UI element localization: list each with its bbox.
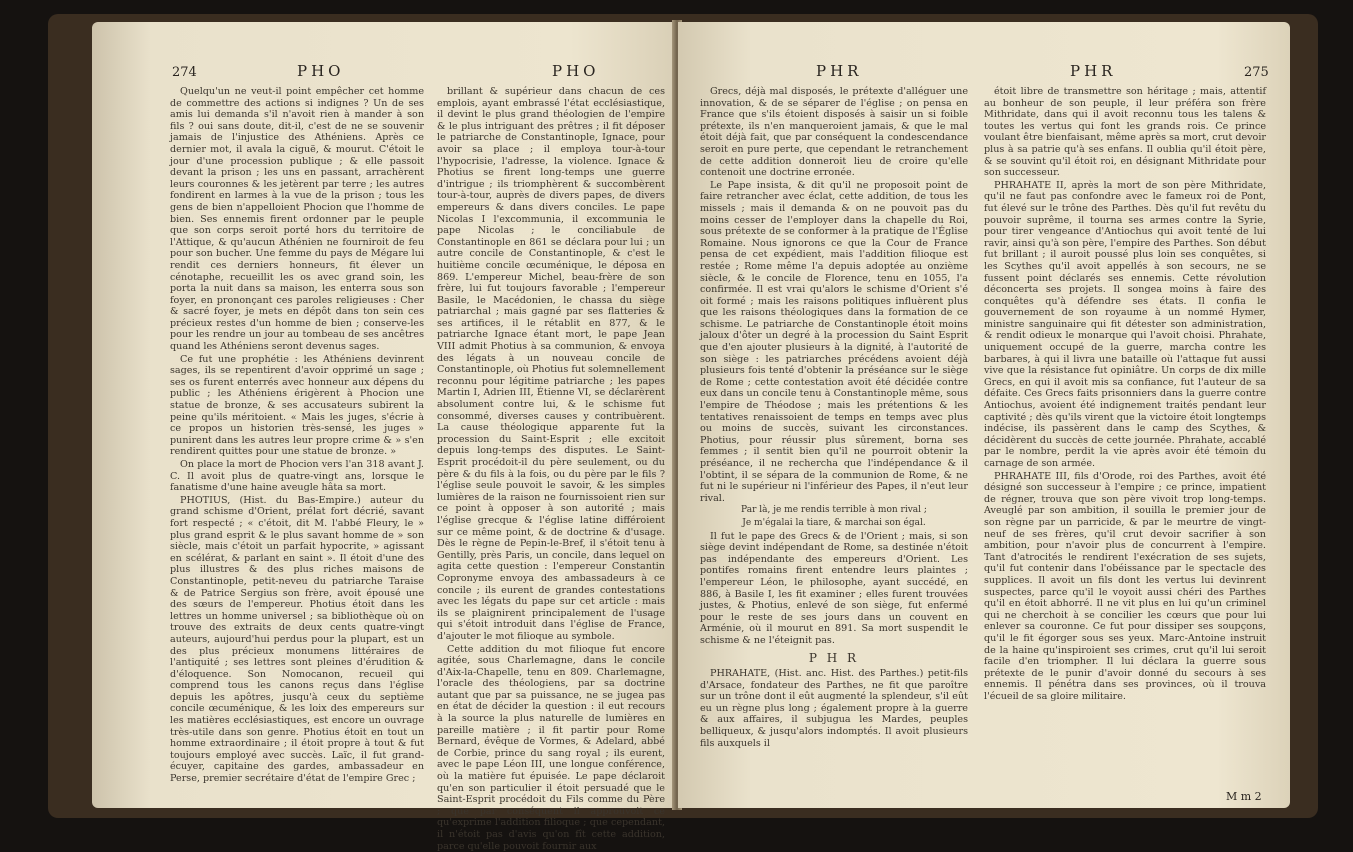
verse-line: Par là, je me rendis terrible à mon rival ;	[700, 505, 968, 517]
verse-line: Je m'égalai la tiare, & marchai son égal.	[700, 518, 968, 530]
paragraph: PHRAHATE, (Hist. anc. Hist. des Parthes.) petit-fils d'Arsace, fondateur des Parthes, ne fit que paroître sur un trône dont il eût augmenté la splendeur, s'il eût eu un règne plus long ; également propre à la guerre & aux affaires, il subjugua les Mardes, peuples belliqueux, & jusqu'alors indomptés. Il avoit plusieurs fils auxquels il	[700, 668, 968, 749]
left-page	[92, 22, 676, 808]
left-column-1	[170, 86, 424, 794]
paragraph: Cette addition du mot filioque fut encore agitée, sous Charlemagne, dans le concile d'Aix-la-Chapelle, tenu en 809. Charlemagne, l'oracle des théologiens, par sa doctrine autant que par sa puissance, ne se jugea pas en état de décider la question : il eut recours à la source la plus naturelle de lumières en pareille matière ; il fit partir pour Rome Bernard, évêque de Vormes, & Adelard, abbé de Corbie, prince du sang royal ; ils eurent, avec le pape Léon III, une longue conférence, où la matière fut épuisée. Le pape déclaroit qu'en son particulier il étoit persuadé que le Saint-Esprit procédoit du Fils comme du Père ; que par conséquent il approuvoit ce qu'exprime l'addition filioque ; que cependant, il n'étoit pas d'avis qu'on fît cette addition, parce qu'elle pouvoit fournir aux	[437, 644, 665, 852]
paragraph: PHRAHATE II, après la mort de son père Mithridate, qu'il ne faut pas confondre avec le fameux roi de Pont, fut élevé sur le trône des Parthes. Dès qu'il fut revêtu du pouvoir suprême, il tourna ses armes contre la Syrie, pour tirer vengeance d'Antiochus qui avoit tenté de lui ravir, ainsi qu'à son père, l'empire des Parthes. Son début fut brillant ; il auroit poussé plus loin ses conquêtes, si les Scythes qu'il avoit appellés à son secours, ne se fussent point déclarés ses ennemis. Cette révolution déconcerta ses projets. Il songea moins à faire des conquêtes qu'à défendre ses états. Il confia le gouvernement de son royaume à un nommé Hymer, ministre sanguinaire qui fit détester son administration, & rendit odieux le monarque qui l'avoit choisi. Phrahate, uniquement occupé de la guerre, marcha contre les barbares, à qui il livra une bataille où l'attaque fut aussi vive que la résistance fut opiniâtre. Un corps de dix mille Grecs, en qui il avoit mis sa confiance, fut l'auteur de sa défaite. Ces Grecs faits prisonniers dans la guerre contre Antiochus, avoient été indignement traités pendant leur captivité ; dès qu'ils virent que la victoire étoit longtemps indécise, ils passèrent dans le camp des Scythes, & décidèrent du succès de cette journée. Phrahate, accablé par le nombre, perdit la vie après avoir été témoin du carnage de son armée.	[984, 180, 1266, 470]
paragraph: Grecs, déjà mal disposés, le prétexte d'alléguer une innovation, & de se séparer de l'église ; on pensa en France que s'ils étoient disposés à saisir un si foible prétexte, ils n'en manqueroient jamais, & que le mal étoit déjà fait, que par conséquent la condescendance seroit en pure perte, que cependant le retranchement de cette addition donneroit lieu de croire qu'elle contenoit une doctrine erronée.	[700, 86, 968, 179]
right-running-head-2: PHR	[1070, 62, 1116, 80]
paragraph: On place la mort de Phocion vers l'an 318 avant J. C. Il avoit plus de quatre-vingt ans, lorsque le fanatisme d'une haine aveugle hâta sa mort.	[170, 459, 424, 494]
left-running-head-1: PHO	[297, 62, 344, 80]
right-column-1	[700, 86, 968, 794]
section-heading: P H R	[700, 653, 968, 665]
paragraph: Quelqu'un ne veut-il point empêcher cet homme de commettre des actions si indignes ? Un de ses amis lui demanda s'il n'avoit rien à mander à son fils ? oui sans doute, dit-il, c'est de ne se souvenir jamais de l'injustice des Athéniens. Après ce dernier mot, il avala la ciguë, & mourut. C'étoit le jour d'une procession publique ; & elle passoit devant la prison ; les uns en passant, arrachèrent leurs couronnes & les jetèrent par terre ; les autres fondirent en larmes à la vue de la prison ; tous les gens de bien n'appelloient Phocion que l'homme de bien. Ses ennemis firent ordonner par le peuple que son corps seroit porté hors du territoire de l'Attique, & qu'aucun Athénien ne fourniroit de feu pour son bucher. Une femme du pays de Mégare lui rendit ces derniers honneurs, fit élever un cénotaphe, recueillit les os avec grand soin, les porta la nuit dans sa maison, les enterra sous son foyer, en prononçant ces paroles religieuses : Cher & sacré foyer, je mets en dépôt dans ton sein ces précieux restes d'un homme de bien ; conserve-les pour les rendre un jour au tombeau de ses ancêtres quand les Athéniens seront devenus sages.	[170, 86, 424, 353]
left-column-2	[437, 86, 665, 794]
paragraph: Il fut le pape des Grecs & de l'Orient ; mais, si son siège devint indépendant de Rome, sa destinée n'étoit pas indépendante des empereurs d'Orient. Les pontifes romains firent entendre leurs plaintes ; l'empereur Léon, le philosophe, ayant succédé, en 886, à Basile I, les fit examiner ; elles furent trouvées justes, & Photius, enlevé de son siège, fut enfermé pour le reste de ses jours dans un couvent en Arménie, où il mourut en 891. Sa mort suspendit le schisme & ne l'éteignit pas.	[700, 531, 968, 647]
signature-mark: M m 2	[1226, 790, 1262, 803]
paragraph: PHOTIUS, (Hist. du Bas-Empire.) auteur du grand schisme d'Orient, prélat fort décrié, savant fort respecté ; « c'étoit, dit M. l'abbé Fleury, le » plus grand esprit & le plus savant homme de » son siècle, mais c'étoit un parfait hypocrite, » agissant en scélérat, & parlant en saint ». Il étoit d'une des plus illustres & des plus riches maisons de Constantinople, petit-neveu du patriarche Taraise & de Patrice Sergius son frère, avoit épousé une des sœurs de l'empereur. Photius étoit dans les lettres un homme universel ; sa bibliothèque où on trouve des extraits de deux cents quatre-vingt auteurs, aujourd'hui perdus pour la plupart, est un des plus précieux monumens littéraires de l'antiquité ; ses lettres sont pleines d'érudition & d'éloquence. Son Nomocanon, recueil qui comprend tous les canons reçus dans l'église depuis les apôtres, jusqu'à ceux du septième concile œcuménique, & les loix des empereurs sur les matières ecclésiastiques, est encore un ouvrage très-utile dans son genre. Photius étoit en tout un homme extraordinaire ; il étoit propre à tout & fut toujours employé avec succès. Laïc, il fut grand-écuyer, capitaine des gardes, ambassadeur en Perse, premier secrétaire d'état de l'empire Grec ;	[170, 495, 424, 785]
paragraph: étoit libre de transmettre son héritage ; mais, attentif au bonheur de son peuple, il leur préféra son frère Mithridate, dans qui il avoit reconnu tous les talens & toutes les vertus qui font les grands rois. Ce prince voulant être bienfaisant, même après sa mort, crut devoir plus à sa patrie qu'à ses enfans. Il oublia qu'il étoit père, & se souvint qu'il étoit roi, en désignant Mithridate pour son successeur.	[984, 86, 1266, 179]
right-page-number: 275	[1244, 62, 1269, 80]
paragraph: Le Pape insista, & dit qu'il ne proposoit point de faire retrancher avec éclat, cette addition, de tous les missels ; mais il demanda & on ne pouvoit pas du moins cesser de l'employer dans la chapelle du Roi, sous prétexte de se conformer à la pratique de l'Église Romaine. Nous ignorons ce que la Cour de France pensa de cet expédient, mais l'addition filioque est restée ; Rome même l'a depuis adoptée au onzième siècle, & le concile de Florence, tenu en 1055, l'a confirmée. Il est vrai qu'alors le schisme d'Orient s'é oit formé ; mais les raisons politiques influèrent plus que les raisons théologiques dans la formation de ce schisme. Le patriarche de Constantinople étoit moins jaloux d'ôter un degré à la procession du Saint Esprit que d'en ajouter plusieurs à la dignité, à l'autorité de son siège : les patriarches précédens avoient déjà plusieurs fois tenté d'obtenir la préséance sur le siège de Rome ; cette contestation avoit été décidée contre eux dans un concile tenu à Constantinople même, sous l'empire de Théodose ; mais les prétentions & les tentatives renaissoient de temps en temps avec plus ou moins de succès, suivant les circonstances. Photius, pour réussir plus sûrement, borna ses femmes ; il sentit bien qu'il ne pourroit obtenir la préséance, il ne rechercha que l'indépendance & il l'obtint, il se sépara de la communion de Rome, & ne fut ni le supérieur ni l'inférieur des Papes, il n'eut leur rival.	[700, 180, 968, 505]
right-running-head-1: PHR	[816, 62, 862, 80]
paragraph: brillant & supérieur dans chacun de ces emplois, ayant embrassé l'état ecclésiastique, il devint le plus grand théologien de l'empire & le plus intriguant des prêtres ; il fit déposer le patriarche de Constantinople, Ignace, pour avoir sa place ; il employa tour-à-tour l'hypocrisie, l'adresse, la violence. Ignace & Photius se firent long-temps une guerre d'intrigue ; ils triomphèrent & succombèrent tour-à-tour, auprès de divers papes, de divers empereurs & dans divers conciles. Le pape Nicolas I l'excommunia, il excommunia le pape Nicolas ; le conciliabule de Constantinople en 861 se déclara pour lui ; un autre concile de Constantinople, & c'est le huitième concile œcuménique, le déposa en 869. L'empereur Michel, beau-frère de son frère, lui fut toujours favorable ; l'empereur Basile, le Macédonien, le chassa du siège patriarchal ; mais gagné par ses flatteries & ses artifices, il le rétablit en 877, & le patriarche Ignace étant mort, le pape Jean VIII admit Photius à sa communion, & envoya des légats à un nouveau concile de Constantinople, où Photius fut solemnellement reconnu pour légitime patriarche ; les papes Martin I, Adrien III, Étienne VI, se déclarèrent absolument contre lui, & le schisme fut consommé, diverses causes y contribuèrent. La cause théologique apparente fut la procession du Saint-Esprit ; elle excitoit depuis long-temps des disputes. Le Saint-Esprit procédoit-il du père seulement, ou du père & du fils à la fois, ou du père par le fils ? l'église seule pouvoit le savoir, & les simples lumières de la raison ne fournissoient rien sur ce point à opposer à son autorité ; mais l'église grecque & l'église latine différoient sur ce même point, & de doctrine & d'usage. Dès le règne de Pepin-le-Bref, il s'étoit tenu à Gentilly, près Paris, un concile, dans lequel on agita cette question : l'empereur Constantin Copronyme envoya des ambassadeurs à ce concile ; ils eurent de grandes contestations avec les légats du pape sur cet article : mais ils se plaignirent principalement de l'usage qui s'étoit introduit dans l'église de France, d'ajouter le mot filioque au symbole.	[437, 86, 665, 643]
left-page-number: 274	[172, 62, 197, 80]
right-page	[678, 22, 1290, 808]
right-column-2	[984, 86, 1266, 794]
left-running-head-2: PHO	[552, 62, 599, 80]
paragraph: PHRAHATE III, fils d'Orode, roi des Parthes, avoit été désigné son successeur à l'empire ; ce prince, impatient de régner, trouva que son père vivoit trop long-temps. Aveuglé par son ambition, il souilla le premier jour de son règne par un parricide, & par le meurtre de vingt-neuf de ses frères, qu'il crut devoir sacrifier à son ambition, pour n'avoir plus de concurrent à l'empire. Tant d'atrocités le rendirent l'exécration de ses sujets, qu'il fut contenir dans l'obéissance par le spectacle des supplices. Il avoit un fils dont les vertus lui devinrent suspectes, parce qu'il le voyoit aussi chéri des Parthes qu'il en étoit abhorré. Il ne vit plus en lui qu'un criminel qui ne cherchoit à se concilier les cœurs que pour lui enlever sa couronne. Ce fut pour dissiper ses soupçons, qu'il le fit égorger sous ses yeux. Marc-Antoine instruit de la haine qu'inspiroient ses crimes, crut qu'il lui seroit facile d'en triompher. Il lui déclara la guerre sous prétexte de le punir d'avoir donné du secours à ses ennemis. Il pénétra dans ses provinces, où il trouva l'écueil de sa gloire militaire.	[984, 471, 1266, 703]
paragraph: Ce fut une prophétie : les Athéniens devinrent sages, ils se repentirent d'avoir opprimé un sage ; ses os furent enterrés avec honneur aux dépens du public ; les Athéniens érigèrent à Phocion une statue de bronze, & ses accusateurs subirent la peine qu'ils méritoient. « Mais les juges, s'écrie à ce propos un historien très-sensé, les juges » punirent dans les autres leur propre crime & » s'en rendirent quittes pour une statue de bronze. »	[170, 354, 424, 458]
